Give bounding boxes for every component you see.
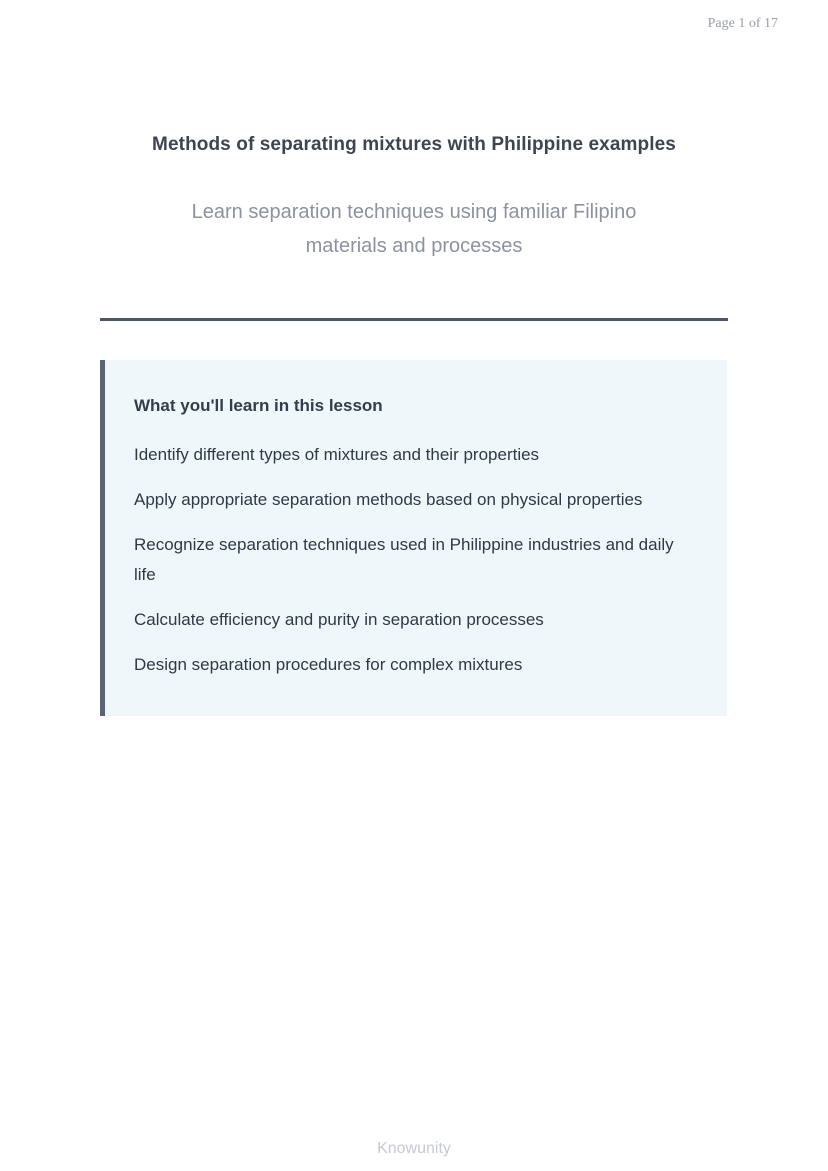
page-title: Methods of separating mixtures with Philippine examples [152,134,676,155]
lesson-objectives-box [100,360,727,716]
page-subtitle: Learn separation techniques using familiar Filipino materials and processes [191,201,637,257]
page-indicator: Page 1 of 17 [707,16,778,31]
lesson-box-heading: What you'll learn in this lesson [134,396,383,415]
list-item: Calculate efficiency and purity in separation processes [134,610,544,629]
lesson-objectives-list [134,440,693,680]
list-item: Recognize separation techniques used in Philippine industries and daily life [134,535,674,584]
section-divider [100,318,728,321]
footer-brand: Knowunity [377,1140,451,1157]
list-item: Identify different types of mixtures and their properties [134,445,540,464]
list-item: Design separation procedures for complex mixtures [134,655,523,674]
list-item: Apply appropriate separation methods based on physical properties [134,490,643,509]
